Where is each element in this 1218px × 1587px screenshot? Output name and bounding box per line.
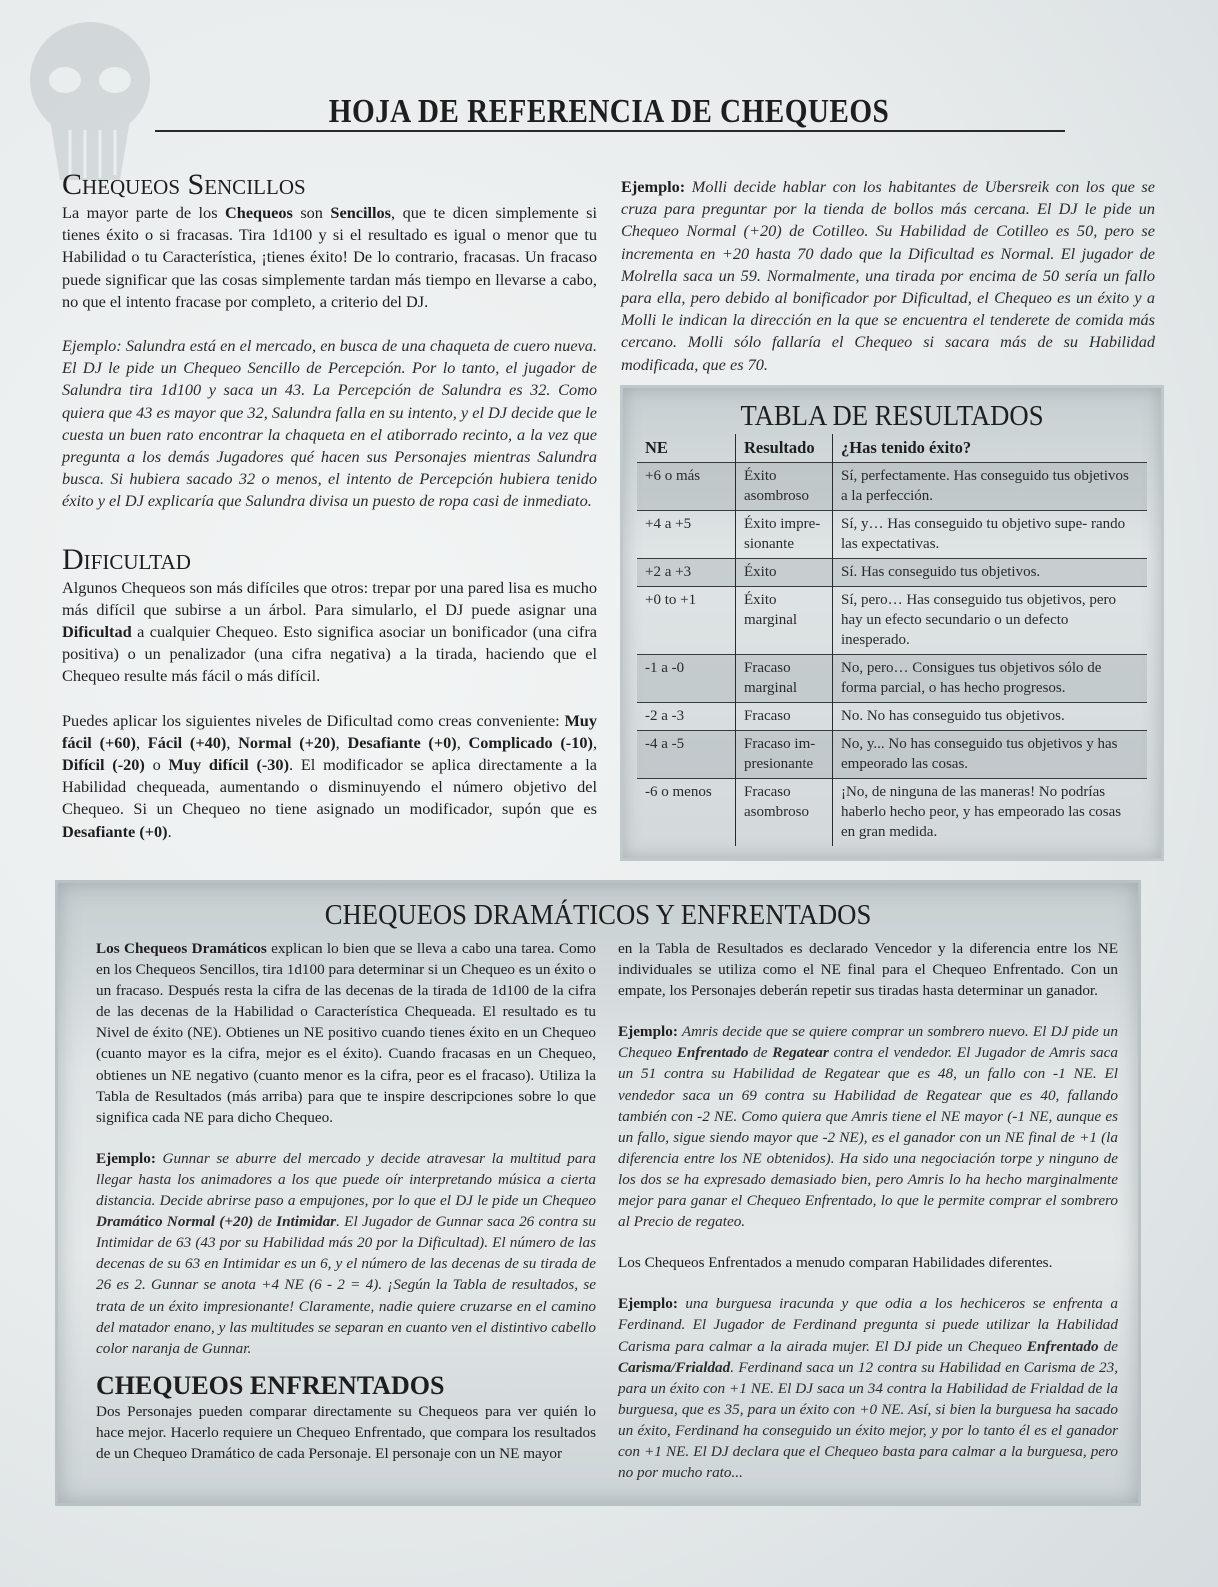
col-header-ne: NE: [637, 434, 736, 463]
table-row: -6 o menos Fracaso asombroso ¡No, de ninguna de las maneras! No podrías haberlo hecho peor, y has empeorado las cosas en gran medida.: [637, 779, 1147, 847]
simple-checks-example: Ejemplo: Salundra está en el mercado, en busca de una chaqueta de cuero nueva. El DJ le pide un Chequeo Sencillo de Percepción. Por lo tanto, el jugador de Salundra tira 1d100 y saca un 43. La Percepción de Salundra es 32. Como quiera que 43 es mayor que 32, Salundra falla en su intento, y el DJ decide que le cuesta un buen rato encontrar la chaqueta en el atiborrado recinto, a la vez que pregunta a los demás Jugadores qué hacen sus Personajes mientras Salundra busca. Si hubiera sacado 32 o menos, el intento de Percepción hubiera tenido éxito y el DJ explicaría que Salundra divisa un puesto de ropa casi de inmediato.: [62, 336, 597, 511]
difficulty-levels: Puedes aplicar los siguientes niveles de Dificultad como creas conveniente: Muy fácil (+60), Fácil (+40), Normal (+20), Desafiante (+0), Complicado (-10), Difícil (-20) o Muy difícil (-30). El modificador se aplica directamente a la Habilidad chequeada, aumentando o disminuyendo el número objetivo del Chequeo. Si un Chequeo no tiene asignado un modificador, supón que es Desafiante (+0).: [62, 710, 598, 841]
results-table: [637, 434, 1147, 846]
amris-example: Ejemplo: Amris decide que se quiere comprar un sombrero nuevo. El DJ pide un Chequeo Enfrentado de Regatear contra el vendedor. El Jugador de Amris saca un 51 contra su Habilidad de Regatear que es 48, un fallo con -1 NE. El vendedor saca un 69 contra su Habilidad de Regatear que es 40, fallando también con -2 NE. Como quiera que Amris tiene el NE mayor (-1 NE, aunque es un fallo, sigue siendo mayor que -2 NE), es el ganador con un NE final de +1 (la diferencia entre los NE obtenidos). Ha sido una negociación torpe y ninguno de los dos se ha expresado demasiado bien, pero Amris lo ha hecho marginalmente mejor para ganar el Chequeo Enfrentado, lo que le permite comprar el sombrero al Precio de regateo.: [618, 1023, 1118, 1231]
table-row: -1 a -0 Fracaso marginal No, pero… Consigues tus objetivos sólo de forma parcial, o has hecho progresos.: [637, 655, 1147, 703]
dramatic-intro: Los Chequeos Dramáticos explican lo bien que se lleva a cabo una tarea. Como en los Chequeos Sencillos, tira 1d100 para determinar si un Chequeo es un éxito o un fracaso. Después resta la cifra de las decenas de la tirada de 1d100 de la cifra de las decenas de la Habilidad o Característica Chequeada. El resultado es tu Nivel de éxito (NE). Obtienes un NE positivo cuando tienes éxito en un Chequeo (cuanto mayor es la cifra, mejor es el éxito). Cuando fracasas en un Chequeo, obtienes un NE negativo (cuanto menor es la cifra, peor es el fracaso). Utiliza la Tabla de Resultados (más arriba) para que te inspire descripciones sobre lo que significa cada NE para dicho Chequeo.: [96, 940, 597, 1126]
left-column: [62, 168, 597, 843]
difficulty-intro: Algunos Chequeos son más difíciles que otros: trepar por una pared lisa es mucho más difícil que subirse a un árbol. Para simularlo, el DJ puede asignar una Dificultad a cualquier Chequeo. Esto significa asociar un bonificador (una cifra positiva) o un penalizador (una cifra negativa) a la tirada, haciendo que el Chequeo resulte más fácil o más difícil.: [62, 577, 597, 686]
opposed-checks-continued: en la Tabla de Resultados es declarado Vencedor y la diferencia entre los NE individuales se utiliza como el NE final para el Chequeo Enfrentado. Con un empate, los Personajes deberán repetir sus tiradas hasta determinar un ganador.: [618, 940, 1118, 1000]
opposed-note: Los Chequeos Enfrentados a menudo comparan Habilidades diferentes.: [618, 1254, 1053, 1272]
dramatic-left-column: [96, 938, 596, 1464]
opposed-checks-heading: CHEQUEOS ENFRENTADOS: [96, 1370, 445, 1400]
table-row: +0 to +1 Éxito marginal Sí, pero… Has conseguido tus objetivos, pero hay un efecto secundario o un defecto inesperado.: [637, 587, 1147, 655]
molli-example: Ejemplo: Molli decide hablar con los habitantes de Ubersreik con los que se cruza para preguntar por la tienda de bollos más cercana. El DJ le pide un Chequeo Normal (+20) de Cotilleo. Su Habilidad de Cotilleo es 50, pero se incrementa en +20 hasta 70 dado que la Dificultad es Normal. El jugador de Molrella saca un 59. Normalmente, una tirada por encima de 50 sería un fallo para ella, pero debido al bonificador por Dificultad, el Chequeo es un éxito y a Molli le indican la dirección en la que se encuentra el tenderete de comida más cercano. Molli sólo fallaría el Chequeo si sacara más de su Habilidad modificada, que es 70.: [621, 177, 1155, 374]
dramatic-right-column: [618, 938, 1118, 1483]
table-row: +4 a +5 Éxito impre- sionante Sí, y… Has conseguido tu objetivo supe- rando las expectativas.: [637, 511, 1147, 559]
results-table-title: TABLA DE RESULTADOS: [740, 400, 1044, 432]
title-divider: [155, 130, 1065, 132]
dramatic-checks-box: [55, 880, 1141, 1506]
col-header-success: ¿Has tenido éxito?: [841, 438, 972, 457]
opposed-checks-text: Dos Personajes pueden comparar directamente su Chequeos para ver quién lo hace mejor. Hacerlo requiere un Chequeo Enfrentado, que compara los resultados de un Chequeo Dramático de cada Personaje. El personaje con un NE mayor: [96, 1402, 596, 1462]
table-row: +2 a +3 Éxito Sí. Has conseguido tus objetivos.: [637, 559, 1147, 587]
table-row: -4 a -5 Fracaso im- presionante No, y... No has conseguido tus objetivos y has empeorado las cosas.: [637, 731, 1147, 779]
right-column: [621, 176, 1155, 376]
table-row: -2 a -3 Fracaso No. No has conseguido tus objetivos.: [637, 703, 1147, 731]
results-table-box: [620, 385, 1164, 861]
simple-checks-heading: Chequeos Sencillos: [62, 168, 306, 201]
table-row: +6 o más Éxito asombroso Sí, perfectamente. Has conseguido tus objetivos a la perfección.: [637, 463, 1147, 511]
page-title: HOJA DE REFERENCIA DE CHEQUEOS: [328, 92, 890, 130]
dramatic-checks-title: CHEQUEOS DRAMÁTICOS Y ENFRENTADOS: [324, 899, 872, 931]
simple-checks-intro: La mayor parte de los Chequeos son Sencillos, que te dicen simplemente si tienes éxito o si fracasas. Tira 1d100 y si el resultado es igual o menor que tu Habilidad o tu Característica, ¡tienes éxito! De lo contrario, fracasas. Un fracaso puede significar que las cosas simplemente tardan más tiempo en llevarse a cabo, no que el intento fracase por completo, a criterio del DJ.: [62, 203, 597, 311]
ferdinand-example: Ejemplo: una burguesa iracunda y que odia a los hechiceros se enfrenta a Ferdinand. El Jugador de Ferdinand pregunta si puede utilizar la Habilidad Carisma para calmar a la airada mujer. El DJ pide un Chequeo Enfrentado de Carisma/Frialdad. Ferdinand saca un 12 contra su Habilidad en Carisma de 23, para un éxito con +1 NE. El DJ saca un 34 contra la Habilidad de Frialdad de la burguesa, que es 35, para un éxito con +0 NE. Así, si bien la burguesa ha sacado un éxito, Ferdinand ha conseguido un éxito mejor, y por lo tanto él es el ganador con +1 NE. El DJ declara que el Chequeo basta para calmar a la burguesa, pero no por mucho rato...: [618, 1295, 1118, 1482]
difficulty-heading: Dificultad: [62, 542, 191, 576]
gunnar-example: Ejemplo: Gunnar se aburre del mercado y decide atravesar la multitud para llegar hasta los animadores a los que puede oír interpretando música a cierta distancia. Decide abrirse paso a empujones, por lo que el DJ le pide un Chequeo Dramático Normal (+20) de Intimidar. El Jugador de Gunnar saca 26 contra su Intimidar de 63 (43 por su Habilidad más 20 por la Dificultad). El número de las decenas de su 63 en Intimidar es un 6, y el número de las decenas de su tirada de 26 es 2. Gunnar se anota +4 NE (6 - 2 = 4). ¡Según la Tabla de resultados, se trata de un éxito impresionante! Claramente, nadie quiere cruzarse en el camino del matador enano, y las multitudes se separan en cuanto ven el distintivo cabello color naranja de Gunnar.: [96, 1149, 596, 1357]
col-header-result: Resultado: [736, 434, 833, 463]
